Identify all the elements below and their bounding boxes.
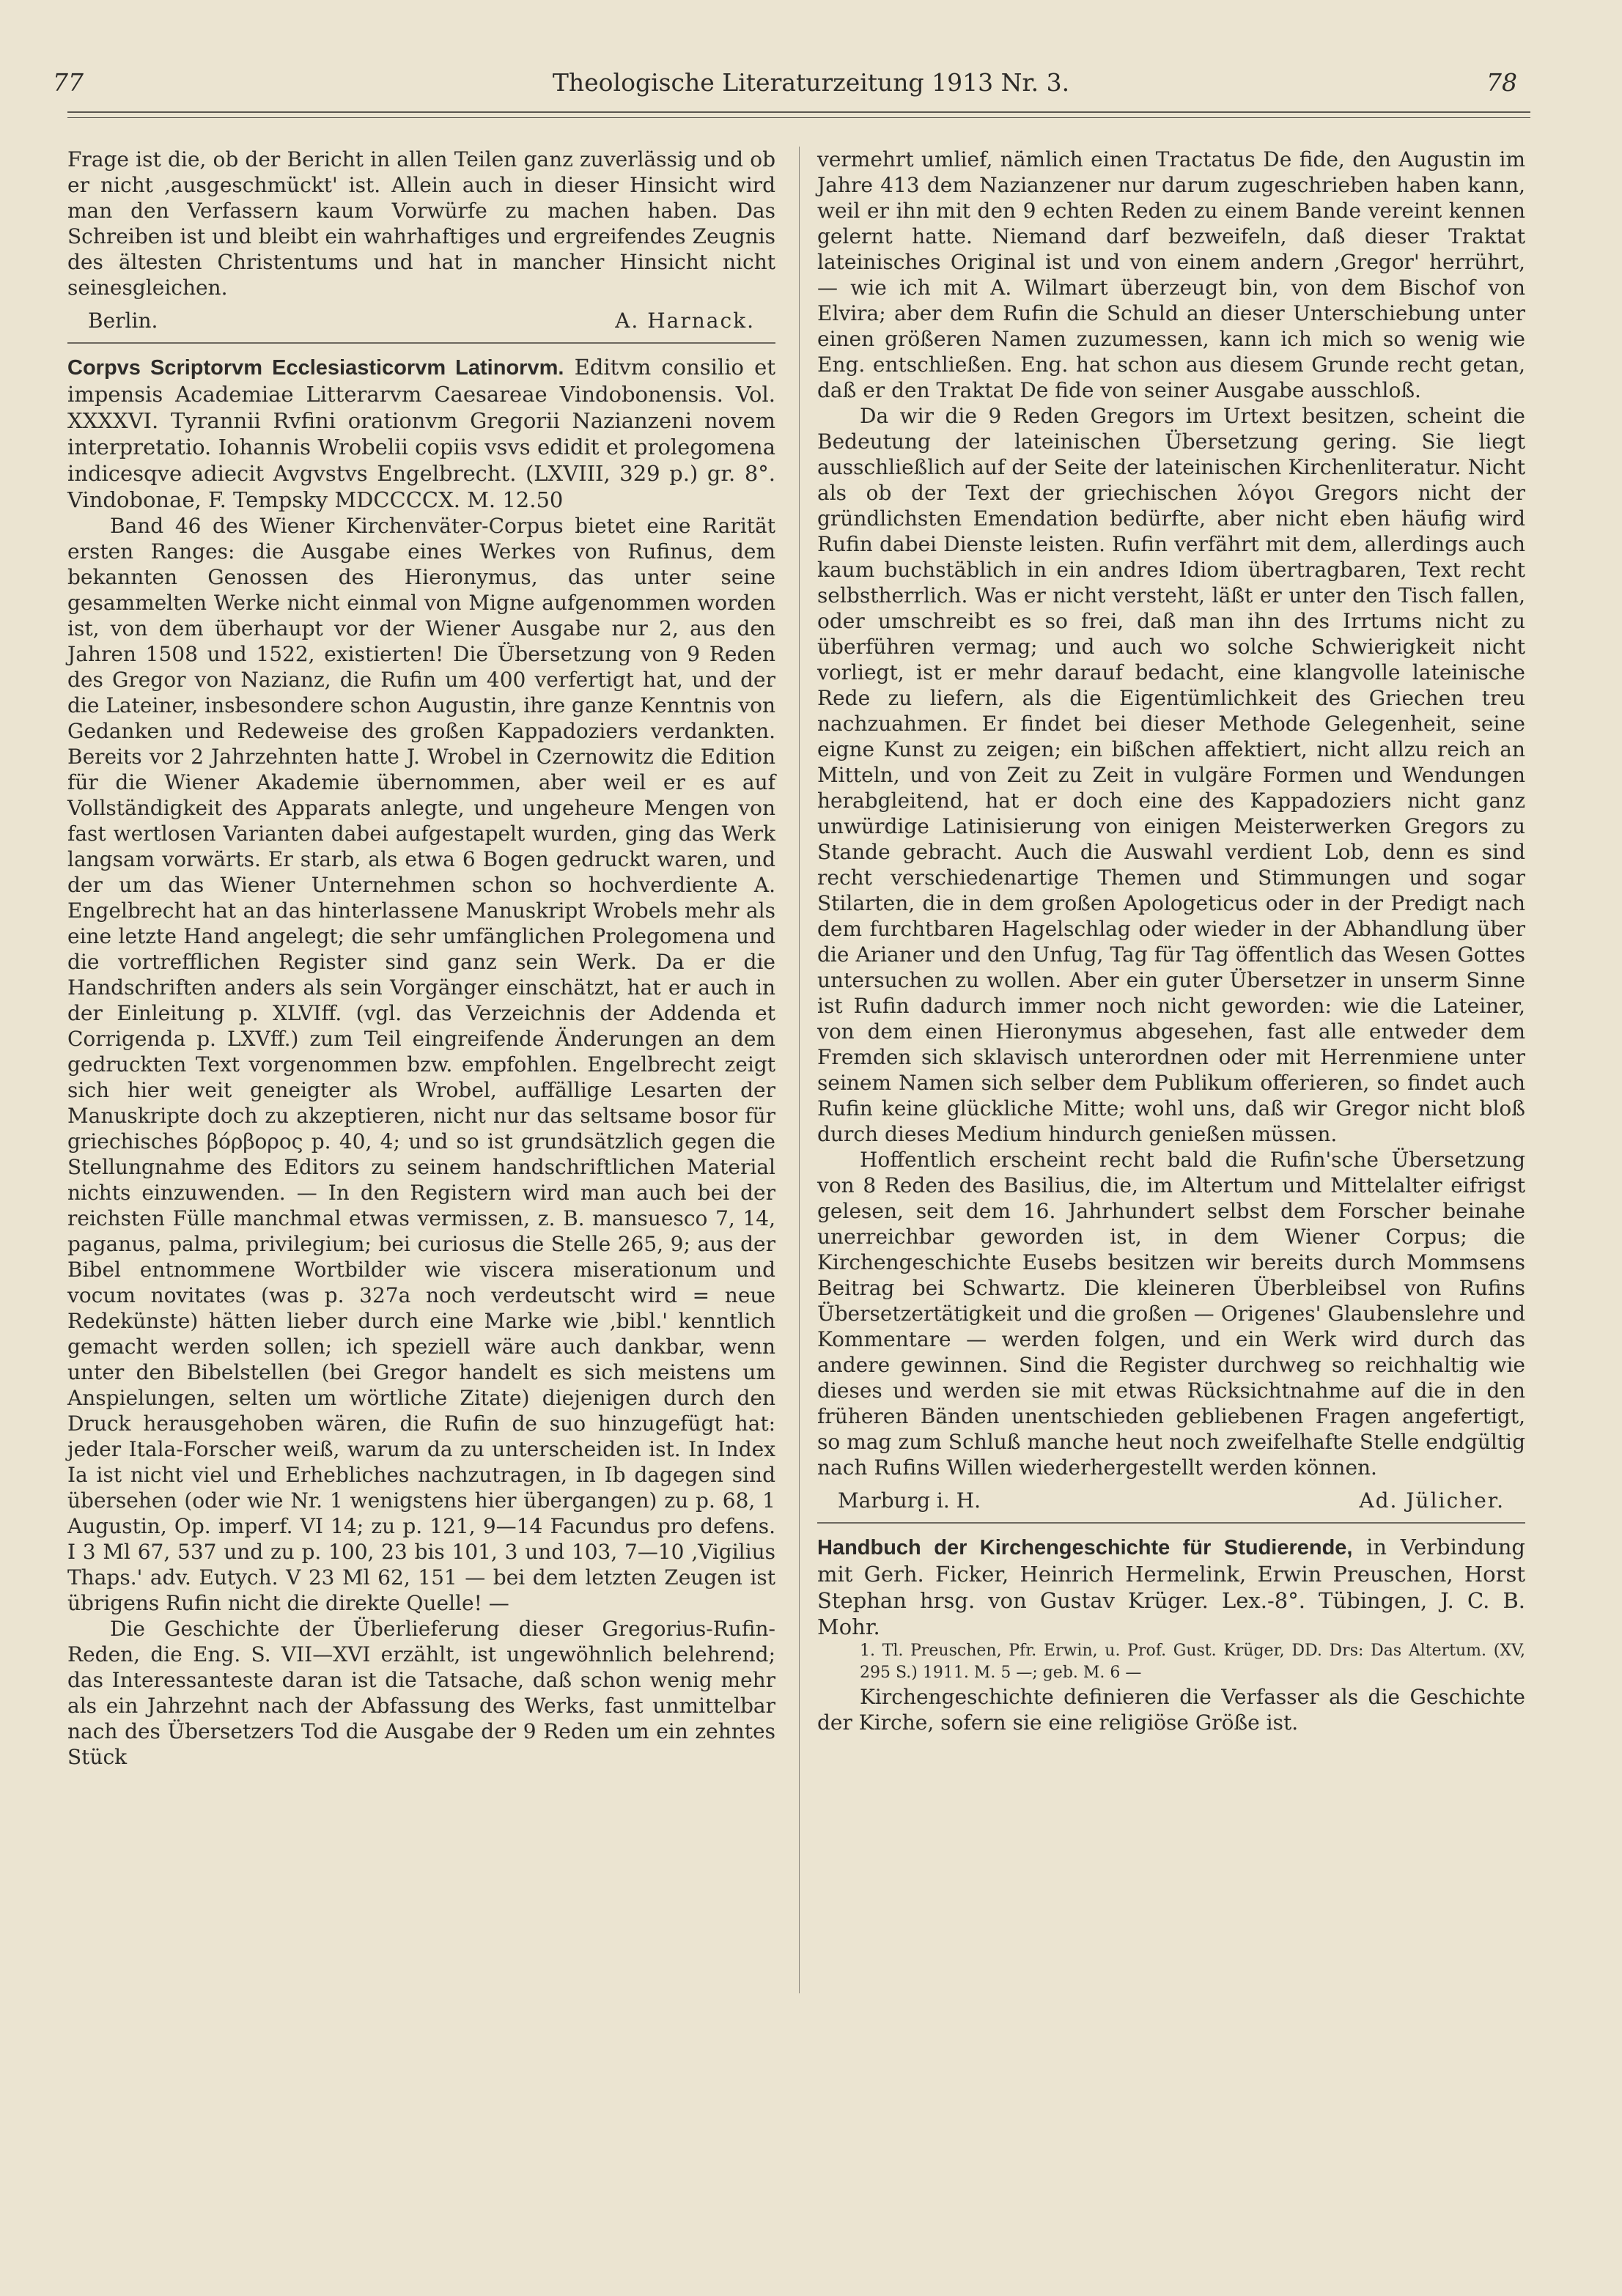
review-paragraph-translation: Da wir die 9 Reden Gregors im Urtext besitzen, scheint die Bedeutung der lateinischen Übersetzung gering. Sie liegt ausschließlich auf der Seite der lateinischen Kirchenliteratur. Nicht als ob der Text der griechischen λόγοι Gregors nicht der gründlichsten Emendation bedürfte, aber nicht eben häufig wird Rufin dabei Dienste leisten. Rufin verfährt mit dem, allerdings auch kaum buchstäblich in ein andres Idiom übertragbaren, Text recht selbstherrlich. Was er nicht versteht, läßt er unter den Tisch fallen, oder umschreibt es so frei, daß man ihn des Irrtums nicht zu überführen vermag; und auch wo solche Schwierigkeit nicht vorliegt, ist er mehr darauf bedacht, eine klangvolle lateinische Rede zu liefern, als die Eigentümlichkeit des Griechen treu nachzuahmen. Er findet bei dieser Methode Gelegenheit, seine eigne Kunst zu zeigen; ein bißchen affektiert, nicht allzu reich an Mitteln, und von Zeit zu Zeit in vulgäre Formen und Wendungen herabgleitend, hat er doch eine des Kappadoziers nicht ganz unwürdige Latinisierung von einigen Meisterwerken Gregors zu Stande gebracht. Auch die Auswahl verdient Lob, denn es sind recht verschiedenartige Themen und Stimmungen und sogar Stilarten, die in dem großen Apologeticus oder in der Predigt nach dem furchtbaren Hagelschlag oder wieder in der Abhandlung über die Arianer und den Unfug, Tag für Tag öffentlich das Wesen Gottes untersuchen zu wollen. Aber ein guter Übersetzer in unserm Sinne ist Rufin dadurch immer noch nicht geworden: wie die Lateiner, von dem einen Hieronymus abgesehen, fast alle entweder dem Fremden sich sklavisch unterordnen oder mit Herrenmiene unter seinem Namen sich selber dem Publikum offerieren, so findet auch Rufin keine glückliche Mitte; wohl uns, daß wir Gregor nicht bloß durch dieses Medium hindurch genießen müssen. <box>817 404 1525 1146</box>
entry-title: Handbuch der Kirchengeschichte für Studierende, <box>817 1536 1353 1559</box>
entry-details: Editvm consilio et impensis Academiae Litterarvm Caesareae Vindobonensis. Vol. XXXXVI. Tyrannii Rvfini orationvm Gregorii Nazianzeni novem interpretatio. Iohannis Wrobelii copiis vsvs edidit et prolegomena indicesqve adiecit Avgvstvs Engelbrecht. (LXVIII, 329 p.) gr. 8°. Vindobonae, F. Tempsky MDCCCCX. M. 12.50 <box>67 355 776 512</box>
review-body-paragraph-2: Die Geschichte der Überlieferung dieser Gregorius-Rufin-Reden, die Eng. S. VII—XVI erzählt, ist ungewöhnlich belehrend; das Interessanteste daran ist die Tatsache, daß schon wenig mehr als ein Jahrzehnt nach der Abfassung des Werks, fast unmittelbar nach des Übersetzers Tod die Ausgabe der 9 Reden um ein zehntes Stück <box>67 1617 775 1769</box>
entry-details: in Verbindung mit Gerh. Ficker, Heinrich Hermelink, Erwin Preuschen, Horst Stephan hrsg. von Gustav Krüger. Lex.-8°. Tübingen, J. C. B. Mohr. <box>817 1535 1525 1639</box>
review-body-paragraph: Band 46 des Wiener Kirchenväter-Corpus bietet eine Rarität ersten Ranges: die Ausgabe eines Werkes von Rufinus, dem bekannten Genossen des Hieronymus, das unter seine gesammelten Werke nicht einmal von Migne aufgenommen worden ist, von dem überhaupt vor der Wiener Ausgabe nur 2, aus den Jahren 1508 und 1522, existierten! Die Übersetzung von 9 Reden des Gregor von Nazianz, die Rufin um 400 verfertigt hat, und der die Lateiner, insbesondere schon Augustin, ihre ganze Kenntnis von Gedanken und Redeweise des großen Kappadoziers verdankten. Bereits vor 2 Jahrzehnten hatte J. Wrobel in Czernowitz die Edition für die Wiener Akademie übernommen, aber weil er es auf Vollständigkeit des Apparats anlegte, und ungeheure Mengen von fast wertlosen Varianten dabei aufgestapelt wurden, ging das Werk langsam vorwärts. Er starb, als etwa 6 Bogen gedruckt waren, und der um das Wiener Unternehmen schon so hochverdiente A. Engelbrecht hat an das hinterlassene Manuskript Wrobels mehr als eine letzte Hand angelegt; die sehr umfänglichen Prolegomena und die vortrefflichen Register sind ganz sein Werk. Da er die Handschriften anders als sein Vorgänger einschätzt, hat er auch in der Einleitung p. XLVIff. (vgl. das Verzeichnis der Addenda et Corrigenda p. LXVff.) zum Teil eingreifende Änderungen an dem gedruckten Text vorgenommen bzw. empfohlen. Engelbrecht zeigt sich hier weit geneigter als Wrobel, auffällige Lesarten der Manuskripte doch zu akzeptieren, nicht nur das seltsame bosor für griechisches βόρβορος p. 40, 4; und so ist grundsätzlich gegen die Stellungnahme des Editors zu seinem handschriftlichen Material nichts einzuwenden. — In den Registern wird man auch bei der reichsten Fülle manchmal etwas vermissen, z. B. mansuesco 7, 14, paganus, palma, privilegium; bei curiosus die Stelle 265, 9; aus der Bibel entnommene Wortbilder wie viscera miserationum und vocum novitates (was p. 327a noch verdeutscht wird = neue Redekünste) hätten lieber durch eine Marke wie ‚bibl.' kenntlich gemacht werden sollen; ich speziell wäre auch dankbar, wenn unter den Bibelstellen (bei Gregor handelt es sich meistens um Anspielungen, selten um wörtliche Zitate) diejenigen durch den Druck herausgehoben wären, die Rufin de suo hinzugefügt hat: jeder Itala-Forscher weiß, warum da zu unterscheiden ist. In Index Ia ist nicht viel und Erhebliches nachzutragen, in Ib dagegen sind übersehen (oder wie Nr. 1 wenigstens hier übergangen) zu p. 68, 1 Augustin, Op. imperf. VI 14; zu p. 121, 9—14 Facundus pro defens. I 3 Ml 67, 537 und zu p. 100, 23 bis 101, 3 und 103, 7—10 ‚Vigilius Thaps.' adv. Eutych. V 23 Ml 62, 151 — bei dem letzten Zeugen ist übrigens Rufin nicht die direkte Quelle! — <box>67 514 775 1615</box>
review-ending-paragraph: Frage ist die, ob der Bericht in allen Teilen ganz zuverlässig und ob er nicht ‚ausgeschmückt' ist. Allein auch in dieser Hinsicht wird man den Verfassern kaum Vorwürfe zu machen haben. Das Schreiben ist und bleibt ein wahrhaftiges und ergreifendes Zeugnis des ältesten Christentums und hat in mancher Hinsicht nicht seinesgleichen. <box>67 147 775 300</box>
signature-name: Ad. Jülicher. <box>1359 1488 1505 1513</box>
review-continued-paragraph: vermehrt umlief, nämlich einen Tractatus De fide, den Augustin im Jahre 413 dem Nazianzener nur darum zugeschrieben haben kann, weil er ihn mit den 9 echten Reden zu einem Bande vereint kennen gelernt hatte. Niemand darf bezweifeln, daß dieser Traktat lateinisches Original ist und von einem andern ‚Gregor' herrührt, — wie ich mit A. Wilmart überzeugt bin, von dem Bischof von Elvira; aber dem Rufin die Schuld an dieser Unterschiebung unter einen größeren Namen zuzumessen, kann ich mich so wenig wie Eng. entschließen. Eng. hat schon aus diesem Grunde recht getan, daß er den Traktat De fide von seiner Ausgabe ausschloß. <box>817 147 1525 402</box>
signature-name: A. Harnack. <box>615 309 755 333</box>
review-separator <box>817 1522 1525 1524</box>
bibliographic-entry-handbuch <box>817 1534 1525 1640</box>
signature-juelicher <box>817 1488 1525 1513</box>
signature-harnack <box>67 308 775 333</box>
review-separator <box>67 342 775 344</box>
journal-running-title: Theologische Literaturzeitung 1913 Nr. 3. <box>552 68 1070 97</box>
signature-place: Berlin. <box>88 309 158 333</box>
page-number-left: 77 <box>53 68 84 97</box>
review-opening-paragraph: Kirchengeschichte definieren die Verfasser als die Geschichte der Kirche, sofern sie eine religiöse Größe ist. <box>817 1685 1525 1735</box>
column-divider <box>799 147 800 1993</box>
right-column <box>817 147 1525 1735</box>
bibliographic-entry-corpus <box>67 354 775 513</box>
signature-place: Marburg i. H. <box>838 1488 981 1513</box>
review-paragraph-outlook: Hoffentlich erscheint recht bald die Rufin'sche Übersetzung von 8 Reden des Basilius, die, im Altertum und Mittelalter eifrigst gelesen, seit dem 16. Jahrhundert selbst dem Forscher beinahe unerreichbar geworden ist, in dem Wiener Corpus; die Kirchengeschichte Eusebs besitzen wir bereits durch Mommsens Beitrag bei Schwartz. Die kleineren Überbleibsel von Rufins Übersetzertätigkeit und die großen — Origenes' Glaubenslehre und Kommentare — werden folgen, und ein Werk wird durch das andere gewinnen. Sind die Register durchweg so reichhaltig wie dieses und werden sie mit etwas Rücksichtnahme auf die in den früheren Bänden unentschieden gebliebenen Fragen angefertigt, so mag zum Schluß manche heut noch zweifelhafte Stelle endgültig nach Rufins Willen wiederhergestellt werden können. <box>817 1148 1525 1480</box>
header-rule-bottom <box>67 117 1530 118</box>
page-number-right: 78 <box>1486 68 1517 97</box>
left-column <box>67 147 775 1770</box>
entry-title: Corpvs Scriptorvm Ecclesiasticorvm Latinorvm. <box>67 356 564 380</box>
header-rule-top <box>67 111 1530 113</box>
entry-volume-note: 1. Tl. Preuschen, Pfr. Erwin, u. Prof. Gust. Krüger, DD. Drs: Das Altertum. (XV, 295 S.) 1911. M. 5 —; geb. M. 6 — <box>860 1642 1525 1682</box>
